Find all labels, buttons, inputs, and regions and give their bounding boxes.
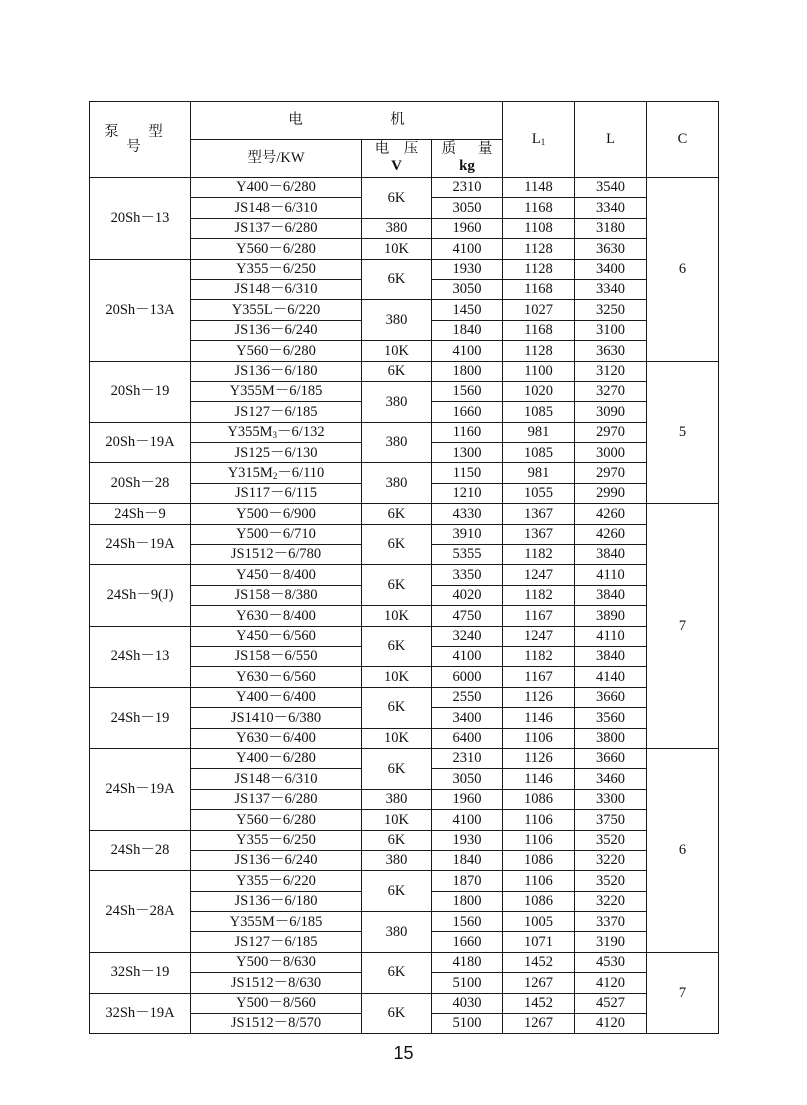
header-motor — [191, 102, 503, 140]
motor-model-cell: JS1410－6/380 — [191, 708, 362, 728]
motor-model-cell — [191, 463, 362, 483]
header-voltage-stack — [375, 142, 419, 174]
l-cell: 3370 — [575, 912, 647, 932]
table-row — [90, 993, 719, 1013]
header-mass-b: 量 — [477, 141, 493, 158]
header-voltage-b: 压 — [403, 141, 419, 158]
table-row — [90, 565, 719, 585]
l-cell: 3840 — [575, 646, 647, 666]
l1-cell: 1167 — [503, 667, 575, 687]
l-cell: 3190 — [575, 932, 647, 952]
l1-cell: 1452 — [503, 952, 575, 972]
header-mass — [432, 140, 503, 178]
table-row — [90, 259, 719, 279]
pump-model-cell: 24Sh－19A — [90, 748, 191, 830]
header-mass-title — [442, 142, 493, 158]
l1-cell: 1086 — [503, 891, 575, 911]
motor-model-cell: JS148－6/310 — [191, 279, 362, 299]
motor-model-cell: Y355－6/250 — [191, 259, 362, 279]
motor-model-cell: JS148－6/310 — [191, 769, 362, 789]
mass-cell: 1660 — [432, 402, 503, 422]
c-value-cell: 5 — [647, 361, 719, 504]
l1-cell: 1182 — [503, 585, 575, 605]
l-cell: 4120 — [575, 1014, 647, 1034]
motor-model-cell: Y560－6/280 — [191, 341, 362, 361]
l1-cell: 1267 — [503, 1014, 575, 1034]
pump-model-cell: 24Sh－9 — [90, 504, 191, 524]
motor-model-cell: Y400－6/280 — [191, 178, 362, 198]
l-cell: 4530 — [575, 952, 647, 972]
motor-model-tail: －6/132 — [277, 423, 325, 440]
mass-cell: 1160 — [432, 422, 503, 442]
motor-model-cell: Y400－6/280 — [191, 748, 362, 768]
voltage-cell: 6K — [362, 361, 432, 381]
mass-cell: 3050 — [432, 769, 503, 789]
l1-cell: 1182 — [503, 646, 575, 666]
l1-cell: 1126 — [503, 687, 575, 707]
mass-cell: 1840 — [432, 320, 503, 340]
l1-cell: 1146 — [503, 708, 575, 728]
l1-cell: 1182 — [503, 545, 575, 565]
motor-model-cell: JS1512－6/780 — [191, 545, 362, 565]
l-cell: 3220 — [575, 891, 647, 911]
l-cell: 3630 — [575, 341, 647, 361]
mass-cell: 4100 — [432, 239, 503, 259]
l-cell: 4260 — [575, 524, 647, 544]
pump-model-cell: 32Sh－19 — [90, 952, 191, 993]
table-row — [90, 422, 719, 442]
l-cell: 3120 — [575, 361, 647, 381]
motor-model-cell: JS127－6/185 — [191, 402, 362, 422]
l1-cell: 1027 — [503, 300, 575, 320]
table-row — [90, 361, 719, 381]
table-row — [90, 463, 719, 483]
motor-model-cell: JS136－6/240 — [191, 320, 362, 340]
mass-cell: 1210 — [432, 483, 503, 503]
mass-cell: 1960 — [432, 218, 503, 238]
table-row — [90, 524, 719, 544]
pump-model-cell: 20Sh－19 — [90, 361, 191, 422]
motor-model-cell: Y450－6/560 — [191, 626, 362, 646]
l-cell: 2970 — [575, 422, 647, 442]
mass-cell: 1930 — [432, 830, 503, 850]
voltage-cell: 10K — [362, 810, 432, 830]
l1-cell: 1055 — [503, 483, 575, 503]
table-row — [90, 626, 719, 646]
mass-cell: 6400 — [432, 728, 503, 748]
mass-cell: 2550 — [432, 687, 503, 707]
voltage-cell: 380 — [362, 422, 432, 463]
motor-model-cell — [191, 422, 362, 442]
header-voltage-title — [375, 142, 419, 158]
l-cell: 3250 — [575, 300, 647, 320]
table-row — [90, 178, 719, 198]
voltage-cell: 6K — [362, 687, 432, 728]
mass-cell: 4020 — [432, 585, 503, 605]
l1-cell: 1126 — [503, 748, 575, 768]
l1-cell: 1148 — [503, 178, 575, 198]
header-motor-model-label: 型号/KW — [247, 150, 305, 167]
motor-model-cell: Y355M－6/185 — [191, 912, 362, 932]
l1-cell: 1020 — [503, 381, 575, 401]
c-value-cell: 6 — [647, 178, 719, 362]
mass-cell: 3050 — [432, 198, 503, 218]
mass-cell: 6000 — [432, 667, 503, 687]
c-value-cell: 7 — [647, 952, 719, 1034]
motor-model-cell: Y355M－6/185 — [191, 381, 362, 401]
l1-cell: 1086 — [503, 789, 575, 809]
l1-cell: 1128 — [503, 259, 575, 279]
motor-model-cell: Y500－6/900 — [191, 504, 362, 524]
header-mass-stack — [442, 142, 493, 174]
l1-cell: 1100 — [503, 361, 575, 381]
voltage-cell: 380 — [362, 463, 432, 504]
mass-cell: 1840 — [432, 850, 503, 870]
voltage-cell: 380 — [362, 789, 432, 809]
mass-cell: 4330 — [432, 504, 503, 524]
l1-cell: 981 — [503, 422, 575, 442]
motor-model-cell: Y560－6/280 — [191, 239, 362, 259]
l-cell: 3890 — [575, 606, 647, 626]
mass-cell: 1870 — [432, 871, 503, 891]
l-cell: 3840 — [575, 545, 647, 565]
pump-model-cell: 24Sh－9(J) — [90, 565, 191, 626]
l1-cell: 1106 — [503, 810, 575, 830]
mass-cell: 2310 — [432, 178, 503, 198]
motor-model-cell: Y500－8/560 — [191, 993, 362, 1013]
table-row — [90, 871, 719, 891]
header-voltage — [362, 140, 432, 178]
voltage-cell: 380 — [362, 381, 432, 422]
l-cell: 4110 — [575, 626, 647, 646]
table-row — [90, 952, 719, 972]
l-cell: 3520 — [575, 871, 647, 891]
motor-model-cell: JS158－8/380 — [191, 585, 362, 605]
l1-cell: 1146 — [503, 769, 575, 789]
l1-cell: 1005 — [503, 912, 575, 932]
header-voltage-unit: V — [391, 158, 402, 175]
l1-cell: 1452 — [503, 993, 575, 1013]
mass-cell: 3400 — [432, 708, 503, 728]
motor-model-cell: Y355－6/220 — [191, 871, 362, 891]
mass-cell: 1300 — [432, 443, 503, 463]
voltage-cell: 6K — [362, 952, 432, 993]
voltage-cell: 10K — [362, 667, 432, 687]
mass-cell: 1560 — [432, 381, 503, 401]
l1-cell: 1106 — [503, 728, 575, 748]
voltage-cell: 380 — [362, 850, 432, 870]
voltage-cell: 380 — [362, 300, 432, 341]
mass-cell: 3050 — [432, 279, 503, 299]
mass-cell: 1930 — [432, 259, 503, 279]
mass-cell: 1800 — [432, 891, 503, 911]
motor-model-cell: Y355L－6/220 — [191, 300, 362, 320]
mass-cell: 4100 — [432, 341, 503, 361]
l1-cell: 1168 — [503, 198, 575, 218]
voltage-cell: 380 — [362, 218, 432, 238]
voltage-cell: 6K — [362, 504, 432, 524]
l1-cell: 1247 — [503, 626, 575, 646]
voltage-cell: 6K — [362, 626, 432, 667]
header-l — [575, 102, 647, 178]
l1-cell: 1168 — [503, 320, 575, 340]
header-c — [647, 102, 719, 178]
voltage-cell: 10K — [362, 606, 432, 626]
motor-model-main: Y355M — [227, 423, 273, 440]
voltage-cell: 380 — [362, 912, 432, 953]
mass-cell: 5355 — [432, 545, 503, 565]
l1-cell: 1128 — [503, 239, 575, 259]
header-l1-main: L — [531, 131, 541, 147]
l-cell: 3180 — [575, 218, 647, 238]
mass-cell: 4100 — [432, 646, 503, 666]
mass-cell: 1960 — [432, 789, 503, 809]
motor-model-cell: JS1512－8/570 — [191, 1014, 362, 1034]
l1-cell: 1085 — [503, 443, 575, 463]
motor-model-cell: Y500－8/630 — [191, 952, 362, 972]
voltage-cell: 10K — [362, 239, 432, 259]
c-value-cell: 7 — [647, 504, 719, 749]
motor-model-cell: JS137－6/280 — [191, 218, 362, 238]
mass-cell: 1660 — [432, 932, 503, 952]
l-cell: 3340 — [575, 198, 647, 218]
pump-model-cell: 24Sh－13 — [90, 626, 191, 687]
l-cell: 3540 — [575, 178, 647, 198]
voltage-cell: 6K — [362, 524, 432, 565]
mass-cell: 4100 — [432, 810, 503, 830]
mass-cell: 1450 — [432, 300, 503, 320]
l1-cell: 1247 — [503, 565, 575, 585]
motor-model-main: Y315M — [227, 464, 273, 481]
l-cell: 3220 — [575, 850, 647, 870]
l1-cell: 1086 — [503, 850, 575, 870]
l-cell: 4260 — [575, 504, 647, 524]
l1-cell: 1167 — [503, 606, 575, 626]
motor-model-sub: 2 — [272, 470, 278, 481]
header-mass-unit: kg — [459, 158, 475, 175]
l1-cell: 1106 — [503, 830, 575, 850]
motor-model-cell: Y630－6/560 — [191, 667, 362, 687]
motor-model-cell: Y560－6/280 — [191, 810, 362, 830]
l1-cell: 1085 — [503, 402, 575, 422]
motor-model-cell: JS158－6/550 — [191, 646, 362, 666]
header-mass-a: 质 — [441, 141, 457, 158]
l1-cell: 981 — [503, 463, 575, 483]
motor-model-cell: Y400－6/400 — [191, 687, 362, 707]
table-row — [90, 748, 719, 768]
voltage-cell: 6K — [362, 748, 432, 789]
l-cell: 3520 — [575, 830, 647, 850]
mass-cell: 1150 — [432, 463, 503, 483]
pump-model-cell: 24Sh－28 — [90, 830, 191, 871]
motor-model-cell: JS137－6/280 — [191, 789, 362, 809]
l-cell: 4527 — [575, 993, 647, 1013]
mass-cell: 4030 — [432, 993, 503, 1013]
header-motor-label: 电 机 — [288, 112, 405, 129]
header-c-label: C — [677, 131, 688, 148]
pump-model-cell: 20Sh－13A — [90, 259, 191, 361]
l-cell: 2990 — [575, 483, 647, 503]
mass-cell: 1560 — [432, 912, 503, 932]
l-cell: 3400 — [575, 259, 647, 279]
l-cell: 3750 — [575, 810, 647, 830]
voltage-cell: 10K — [362, 728, 432, 748]
l-cell: 3560 — [575, 708, 647, 728]
page-number: 15 — [393, 1043, 414, 1063]
c-value-cell: 6 — [647, 748, 719, 952]
l1-cell: 1367 — [503, 504, 575, 524]
mass-cell: 5100 — [432, 1014, 503, 1034]
l1-cell: 1106 — [503, 871, 575, 891]
voltage-cell: 6K — [362, 259, 432, 300]
l-cell: 3800 — [575, 728, 647, 748]
mass-cell: 1800 — [432, 361, 503, 381]
l1-cell: 1168 — [503, 279, 575, 299]
motor-model-tail: －6/110 — [277, 464, 325, 481]
l-cell: 3270 — [575, 381, 647, 401]
l-cell: 4120 — [575, 973, 647, 993]
motor-model-cell: JS136－6/240 — [191, 850, 362, 870]
l-cell: 3340 — [575, 279, 647, 299]
l-cell: 3090 — [575, 402, 647, 422]
motor-model-cell: Y500－6/710 — [191, 524, 362, 544]
motor-model-cell: Y450－8/400 — [191, 565, 362, 585]
voltage-cell: 6K — [362, 993, 432, 1034]
pump-model-cell: 24Sh－19A — [90, 524, 191, 565]
table-row — [90, 504, 719, 524]
l1-cell: 1071 — [503, 932, 575, 952]
header-l-label: L — [606, 131, 615, 148]
motor-model-cell: JS127－6/185 — [191, 932, 362, 952]
pump-model-cell: 24Sh－19 — [90, 687, 191, 748]
l-cell: 2970 — [575, 463, 647, 483]
l1-cell: 1367 — [503, 524, 575, 544]
voltage-cell: 6K — [362, 565, 432, 606]
pump-model-cell: 20Sh－28 — [90, 463, 191, 504]
l-cell: 3660 — [575, 687, 647, 707]
voltage-cell: 6K — [362, 830, 432, 850]
mass-cell: 4180 — [432, 952, 503, 972]
voltage-cell: 6K — [362, 178, 432, 219]
l1-cell: 1108 — [503, 218, 575, 238]
l-cell: 3660 — [575, 748, 647, 768]
motor-model-sub: 3 — [272, 429, 278, 440]
pump-model-cell: 20Sh－19A — [90, 422, 191, 463]
header-motor-model — [191, 140, 362, 178]
table-row — [90, 830, 719, 850]
pump-model-cell: 20Sh－13 — [90, 178, 191, 260]
l1-cell: 1128 — [503, 341, 575, 361]
l-cell: 3300 — [575, 789, 647, 809]
table-row — [90, 687, 719, 707]
header-voltage-a: 电 — [374, 141, 390, 158]
mass-cell: 5100 — [432, 973, 503, 993]
motor-model-cell: Y630－8/400 — [191, 606, 362, 626]
l-cell: 3460 — [575, 769, 647, 789]
header-l1 — [503, 102, 575, 178]
mass-cell: 3240 — [432, 626, 503, 646]
l-cell: 4110 — [575, 565, 647, 585]
header-pump-model-label: 泵 型 号 — [104, 124, 176, 155]
header-pump-model — [90, 102, 191, 178]
l-cell: 3840 — [575, 585, 647, 605]
mass-cell: 2310 — [432, 748, 503, 768]
l-cell: 3100 — [575, 320, 647, 340]
l-cell: 3630 — [575, 239, 647, 259]
mass-cell: 3910 — [432, 524, 503, 544]
motor-model-cell: Y630－6/400 — [191, 728, 362, 748]
l1-cell: 1267 — [503, 973, 575, 993]
pump-motor-spec-table — [89, 101, 719, 1034]
motor-model-cell: Y355－6/250 — [191, 830, 362, 850]
motor-model-cell: JS117－6/115 — [191, 483, 362, 503]
l-cell: 4140 — [575, 667, 647, 687]
voltage-cell: 6K — [362, 871, 432, 912]
motor-model-cell: JS148－6/310 — [191, 198, 362, 218]
motor-model-cell: JS136－6/180 — [191, 891, 362, 911]
l-cell: 3000 — [575, 443, 647, 463]
mass-cell: 4750 — [432, 606, 503, 626]
pump-model-cell: 24Sh－28A — [90, 871, 191, 953]
motor-model-cell: JS136－6/180 — [191, 361, 362, 381]
pump-model-cell: 32Sh－19A — [90, 993, 191, 1034]
mass-cell: 3350 — [432, 565, 503, 585]
voltage-cell: 10K — [362, 341, 432, 361]
header-l1-sub: 1 — [540, 137, 546, 147]
motor-model-cell: JS1512－8/630 — [191, 973, 362, 993]
motor-model-cell: JS125－6/130 — [191, 443, 362, 463]
